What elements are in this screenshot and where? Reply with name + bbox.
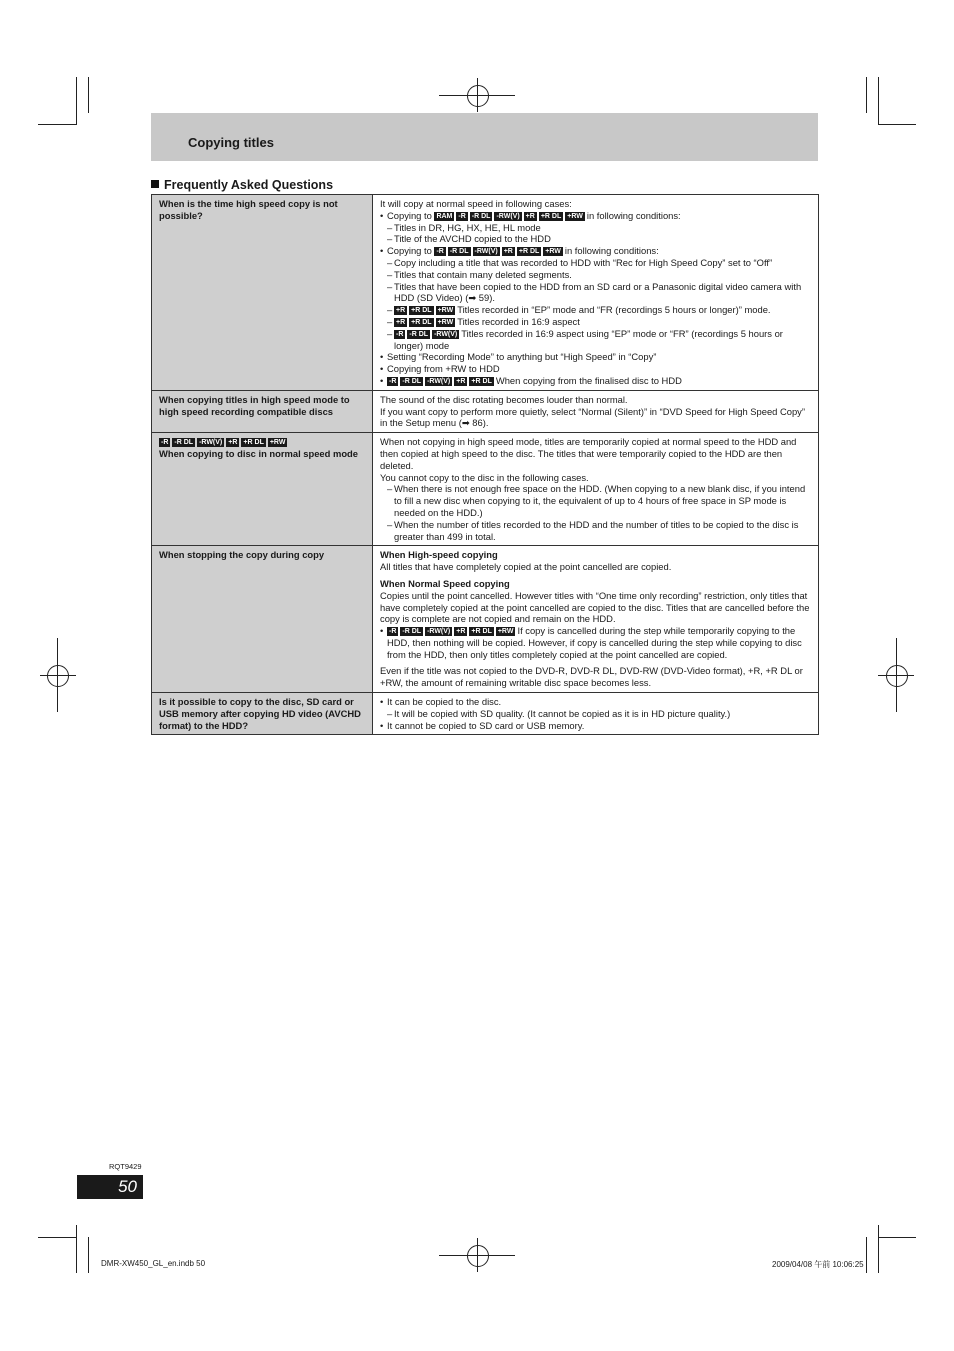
disc-type-badge: +R DL (411, 318, 432, 326)
disc-type-badge: -R (436, 248, 444, 256)
answer-line (380, 210, 812, 222)
answer-line-text: in following conditions: (586, 209, 681, 221)
disc-type-badge: +R (525, 212, 535, 220)
faq-row (152, 546, 819, 693)
answer-line-text: When the number of titles recorded to the HDD and the number of titles to be copied to the disc is greater than 499 in total. (394, 518, 799, 542)
faq-question-cell (152, 693, 373, 735)
faq-answer-cell (373, 195, 819, 391)
answer-line (380, 351, 812, 363)
faq-question-text: When copying to disc in normal speed mode (159, 447, 358, 459)
faq-heading (151, 178, 333, 192)
section-header-band (151, 113, 818, 161)
answer-line-prefix: Copying to (387, 209, 432, 221)
disc-type-badge: +R (503, 248, 513, 256)
footer-timestamp: 2009/04/08 午前 10:06:25 (772, 1260, 864, 1269)
answer-line-text: in following conditions: (564, 245, 659, 257)
faq-row (152, 195, 819, 391)
disc-type-badge: +R (396, 318, 406, 326)
disc-type-badge: -RW(V) (474, 248, 498, 256)
answer-line-text: When there is not enough free space on the HDD. (When copying to a new blank disc, if you intend to fill a new disc when copying to it, the equivalent of up to 4 hours of free space in SP mode is needed on the HDD.) (394, 483, 806, 518)
answer-line-text: When not copying in high speed mode, titles are temporarily copied at normal speed to the HDD and then copied at high speed to the disc. The titles that were temporarily copied to the HDD are then deleted. (380, 436, 797, 471)
disc-type-badge: +R DL (471, 377, 492, 385)
disc-type-badge: -R DL (402, 628, 422, 636)
answer-line-text: Titles recorded in 16:9 aspect using “EP” mode or “FR” (recordings 5 hours or longer) mode (394, 327, 783, 351)
disc-type-badge: +RW (545, 248, 561, 256)
answer-line-text: Copy including a title that was recorded to HDD with “Rec for High Speed Copy” set to “Off” (394, 256, 773, 268)
faq-question-cell (152, 390, 373, 432)
faq-answer-cell (373, 546, 819, 693)
faq-answer-cell (373, 433, 819, 546)
disc-type-badge: -RW(V) (199, 439, 223, 447)
answer-line (380, 269, 812, 281)
answer-line (380, 375, 812, 387)
footer-filename: DMR-XW450_GL_en.indb 50 (101, 1259, 206, 1268)
answer-line-text: It can be copied to the disc. (387, 696, 502, 708)
faq-row (152, 693, 819, 735)
faq-question-text: When stopping the copy during copy (159, 549, 325, 561)
answer-line (380, 198, 812, 210)
disc-type-badge: -RW(V) (427, 377, 451, 385)
answer-line (380, 394, 812, 406)
answer-subheading (380, 578, 812, 590)
answer-line-text: It cannot be copied to SD card or USB memory. (387, 719, 585, 731)
document-code: RQT9429 (109, 1162, 142, 1171)
disc-type-badge: -R (161, 439, 169, 447)
faq-question-cell (152, 546, 373, 693)
disc-type-badge: -RW(V) (427, 628, 451, 636)
disc-type-badge: +R (456, 377, 466, 385)
answer-line (380, 472, 812, 484)
section-title: Copying titles (188, 135, 274, 150)
answer-line-text: If you want copy to perform more quietly, select “Normal (Silent)” in “DVD Speed for High Speed Copy” in the Setup menu (➡ 86). (380, 405, 805, 429)
answer-line-text: All titles that have completely copied at the point cancelled are copied. (380, 561, 672, 573)
answer-line-text: When Normal Speed copying (380, 577, 510, 589)
answer-line (380, 328, 812, 352)
answer-line (380, 245, 812, 257)
disc-type-badge: -R (458, 212, 466, 220)
answer-line (380, 696, 812, 708)
faq-heading-text: Frequently Asked Questions (164, 178, 334, 192)
answer-line (380, 316, 812, 328)
disc-type-badge: RAM (436, 212, 453, 220)
answer-line (380, 281, 812, 305)
faq-answer-cell (373, 693, 819, 735)
faq-question-cell (152, 433, 373, 546)
answer-line (380, 233, 812, 245)
disc-type-badge: +R (228, 439, 238, 447)
answer-line (380, 625, 812, 660)
disc-type-badge: +RW (567, 212, 583, 220)
disc-type-badge: +RW (497, 628, 514, 636)
answer-line (380, 406, 812, 430)
disc-type-badge: +RW (437, 307, 454, 315)
faq-table-body (152, 195, 819, 735)
answer-line (380, 363, 812, 375)
faq-question-text: When copying titles in high speed mode to high speed recording compatible discs (159, 393, 350, 417)
answer-line-text: If copy is cancelled during the step while temporarily copying to the HDD, then nothing will be copied. However, if copy is cancelled during the step while copying to disc from the HDD, then only titles completely copied at the point cancelled are copied. (387, 625, 802, 660)
disc-type-badge: +R DL (540, 212, 562, 220)
answer-line (380, 436, 812, 471)
disc-type-badge: -RW(V) (434, 330, 458, 338)
answer-line-text: The sound of the disc rotating becomes louder than normal. (380, 393, 628, 405)
answer-line-text: Titles recorded in 16:9 aspect (457, 315, 580, 327)
answer-line (380, 222, 812, 234)
disc-type-badge: +R (396, 307, 406, 315)
disc-type-badge: +R DL (471, 628, 492, 636)
answer-line-text: Setting “Recording Mode” to anything but “High Speed” in “Copy” (387, 351, 657, 363)
answer-line (380, 708, 812, 720)
page-number: 50 (77, 1175, 143, 1199)
answer-line-text: Copying from +RW to HDD (387, 363, 500, 375)
answer-line-text: When High-speed copying (380, 549, 498, 561)
disc-type-badge: -R DL (402, 377, 422, 385)
faq-question-text: When is the time high speed copy is not possible? (159, 198, 338, 221)
faq-row (152, 433, 819, 546)
faq-answer-cell (373, 390, 819, 432)
disc-type-badge: +R (456, 628, 466, 636)
answer-line-text: It will copy at normal speed in following cases: (380, 198, 572, 209)
answer-line-text: Even if the title was not copied to the DVD-R, DVD-R DL, DVD-RW (DVD-Video format), +R, +R DL or +RW, the amount of remaining writable disc space becomes less. (380, 665, 803, 689)
answer-line (380, 590, 812, 625)
disc-type-badge: +RW (437, 318, 454, 326)
faq-question-text: Is it possible to copy to the disc, SD card or USB memory after copying HD video (AVCHD format) to the HDD? (159, 696, 361, 731)
faq-question-cell (152, 195, 373, 391)
disc-type-badge: -R DL (174, 439, 194, 447)
answer-line (380, 519, 812, 543)
answer-line-text: Title of the AVCHD copied to the HDD (394, 233, 551, 245)
disc-type-badge: -RW(V) (496, 212, 520, 220)
answer-line (380, 483, 812, 518)
answer-line-text: Copies until the point cancelled. However titles with “One time only recording” restriction, only titles that have completely copied at the point cancelled are copied to the disc. Titles that are cancelled before the copy is complete are not copied and remain on the HDD. (380, 589, 810, 625)
answer-line-text: Titles recorded in “EP” mode and “FR (recordings 5 hours or longer)” mode. (457, 304, 771, 316)
answer-line-prefix: Copying to (387, 245, 432, 257)
answer-line-text: It will be copied with SD quality. (It cannot be copied as it is in HD picture quality.) (394, 707, 731, 719)
answer-line-text: You cannot copy to the disc in the following cases. (380, 471, 589, 483)
disc-type-badge: -R DL (471, 212, 491, 220)
disc-type-badge: +R DL (243, 439, 264, 447)
disc-type-badge: +RW (269, 439, 286, 447)
answer-line (380, 561, 812, 573)
answer-line-text: Titles that have been copied to the HDD from an SD card or a Panasonic digital video camera with HDD (SD Video) (➡ 59). (394, 280, 802, 304)
disc-type-badge: -R (389, 628, 397, 636)
faq-table (151, 194, 819, 735)
disc-type-badge: -R (389, 377, 397, 385)
answer-line (380, 304, 812, 316)
answer-line (380, 257, 812, 269)
answer-line (380, 665, 812, 689)
faq-row (152, 390, 819, 432)
disc-type-badge: -R (396, 330, 404, 338)
disc-type-badge: -R DL (409, 330, 429, 338)
disc-type-badge: -R DL (449, 248, 469, 256)
answer-line (380, 720, 812, 732)
disc-type-badge: +R DL (518, 248, 540, 256)
answer-line-text: Titles in DR, HG, HX, HE, HL mode (394, 221, 541, 233)
answer-line-text: Titles that contain many deleted segments. (394, 268, 572, 280)
square-bullet-icon (151, 180, 159, 188)
answer-subheading (380, 549, 812, 561)
disc-type-badge: +R DL (411, 307, 432, 315)
answer-line-text: When copying from the finalised disc to HDD (495, 374, 682, 386)
question-disc-badges (159, 436, 365, 448)
